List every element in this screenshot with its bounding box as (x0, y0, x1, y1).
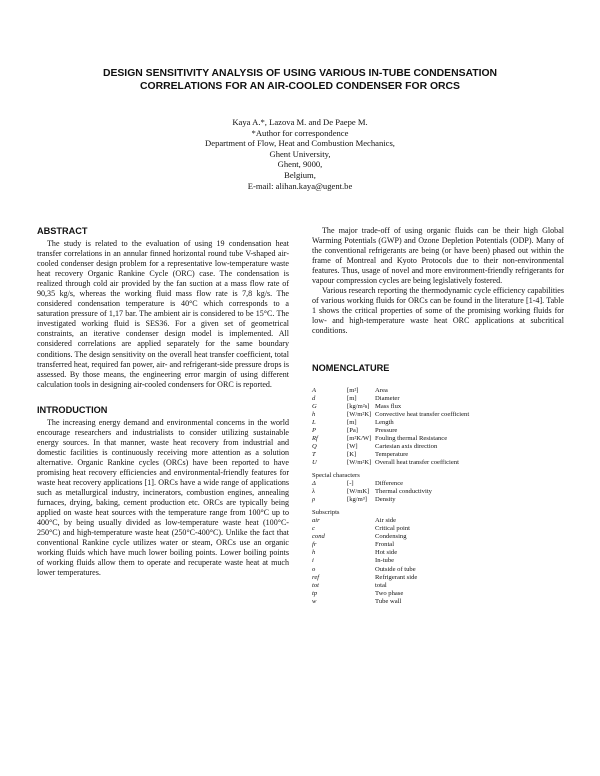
symbols-unit: [kg/m²s] (347, 402, 370, 410)
symbols-sym: T (312, 450, 316, 458)
symbols-unit: [W/m²K] (347, 458, 372, 466)
subscripts-sym: tp (312, 589, 318, 597)
abstract-heading: ABSTRACT (37, 226, 88, 236)
subscripts-sym: cond (312, 533, 325, 541)
symbols-sym: U (312, 458, 317, 466)
subscripts-desc: Hot side (375, 549, 398, 557)
right-paragraph-1: The major trade-off of using organic fluids can be their high Global Warming Potentials (GWP) and Ozone Depletion Potentials (ODP). Many of the conventional refrigerants are being (or have been) phased out within the frame of Montreal and Kyoto Protocols due to their non-environmental features. Thus, usage of novel and more environment-friendly refrigerants for vapour compression cycles are being legislatively fostered. (312, 226, 564, 286)
symbols-unit: [m²] (347, 386, 359, 394)
department: Department of Flow, Heat and Combustion Mechanics, (205, 138, 395, 149)
subscripts-row (312, 590, 417, 598)
subscripts-row (312, 557, 417, 565)
symbols-sym: h (312, 410, 316, 418)
symbols-desc: Mass flux (375, 402, 402, 410)
subscripts-desc: Tube wall (375, 597, 402, 605)
special-sym: λ (312, 488, 315, 496)
nomenclature-heading: NOMENCLATURE (312, 362, 390, 373)
symbols-row (312, 411, 469, 419)
right-column (312, 226, 564, 606)
symbols-unit: [W] (347, 442, 358, 450)
symbols-unit: [W/m²K] (347, 410, 372, 418)
author-block (100, 117, 500, 191)
symbols-row (312, 403, 469, 411)
nomenclature-symbols (312, 387, 469, 467)
subscripts-row (312, 549, 417, 557)
symbols-sym: Rf (312, 434, 318, 442)
symbols-row (312, 443, 469, 451)
special-characters-table (312, 480, 432, 504)
symbols-desc: Area (375, 386, 388, 394)
left-column (37, 226, 289, 578)
symbols-row (312, 395, 469, 403)
special-characters-heading: Special characters (312, 471, 360, 479)
special-desc: Thermal conductivity (375, 488, 432, 496)
subscripts-sym: c (312, 525, 315, 533)
subscripts-sym: h (312, 549, 316, 557)
symbols-desc: Overall heat transfer coefficient (375, 458, 459, 466)
subscripts-row (312, 566, 417, 574)
city: Ghent, 9000, (277, 159, 323, 170)
special-sym: ρ (312, 496, 316, 504)
special-row (312, 488, 432, 496)
symbols-desc: Diameter (375, 394, 400, 402)
subscripts-desc: Refrigerant side (375, 573, 418, 581)
special-unit: [-] (347, 480, 354, 488)
symbols-desc: Fouling thermal Resistance (375, 434, 448, 442)
symbols-desc: Convective heat transfer coefficient (375, 410, 470, 418)
symbols-sym: G (312, 402, 317, 410)
symbols-sym: Q (312, 442, 317, 450)
subscripts-sym: o (312, 565, 316, 573)
subscripts-sym: ref (312, 573, 320, 581)
symbols-unit: [K] (347, 450, 357, 458)
subscripts-row (312, 533, 417, 541)
authors: Kaya A.*, Lazova M. and De Paepe M. (232, 117, 368, 127)
subscripts-desc: total (375, 581, 387, 589)
title-line-2: CORRELATIONS FOR AN AIR-COOLED CONDENSER FOR ORCS (140, 81, 460, 92)
right-paragraph-2: Various research reporting the thermodynamic cycle efficiency capabilities of various working fluids for ORCs can be found in the literature [1-4]. Table 1 shows the critical properties of some of the promising working fluids for low- and high-temperature waste heat ORC applications at subcritical conditions. (312, 286, 564, 336)
correspondence-note: *Author for correspondence (251, 127, 349, 138)
subscripts-desc: Air side (375, 517, 397, 525)
subscripts-row (312, 541, 417, 549)
special-desc: Difference (375, 480, 404, 488)
special-row (312, 480, 432, 488)
subscripts-row (312, 574, 417, 582)
special-sym: Δ (312, 480, 316, 488)
symbols-unit: [m] (347, 394, 357, 402)
symbols-unit: [Pa] (347, 426, 358, 434)
symbols-desc: Temperature (375, 450, 409, 458)
symbols-row (312, 427, 469, 435)
symbols-row (312, 435, 469, 443)
symbols-row (312, 419, 469, 427)
country: Belgium, (284, 169, 316, 180)
introduction-text: The increasing energy demand and environmental concerns in the world encourage researchers and industrialists to consider utilizing sustainable energy sources. In that manner, waste heat recovery from industrial and domestic facilities is continuously receiving more attention as a solution alternative. Organic Rankine cycles (ORCs) have been reported to have promising heat recovery efficiencies and environmental-friendly features for waste heat recovery applications [1]. ORCs have a wide range of applications such as metallurgical industry, incinerators, combustion engines, annealing furnaces, drying, baking, cement production etc. ORCs are typically being applied on waste heat sources with the temperature range from 100°C up to 400°C, by being usually divided as low-temperature waste heat (100°C-250°C) and high-temperature waste heat (250°C-400°C). Unlike the fact that conventional Rankine cycle utilizes water or steam, ORCs use an organic working fluids which have much lower boiling points. Lower boiling points of working fluids allow them to operate and recuperate waste heat at much lower temperatures. (37, 417, 289, 578)
symbols-desc: Length (375, 418, 394, 426)
university: Ghent University, (269, 148, 331, 159)
subscripts-sym: i (312, 557, 314, 565)
symbols-sym: P (312, 426, 317, 434)
subscripts-row (312, 517, 417, 525)
special-unit: [kg/m³] (347, 496, 367, 504)
subscripts-desc: Outside of tube (375, 565, 416, 573)
subscripts-desc: In-tube (375, 557, 395, 565)
symbols-row (312, 451, 469, 459)
subscripts-sym: air (312, 517, 320, 525)
abstract-text: The study is related to the evaluation of using 19 condensation heat transfer correlations in an annular finned horizontal round tube V-shaped air-cooled condenser design problem for a representative low-temperature waste heat recovery Organic Rankine Cycle (ORC) case. The condensation is realized through cold air provided by the fan suction at a mass flow rate of 90,35 kg/s, whereas the working fluid mass flow rate is 7,8 kg/s. The considered condensation temperature is 40°C which corresponds to a saturation pressure of 1,17 bar. The ambient air is considered to be 15°C. The investigated working fluid is SES36. For a given set of geometrical constraints, an iterative condenser design model is implemented. All considered correlations are applied separately for the same boundary conditions. The design sensitivity on the overall heat transfer coefficient, total transferred heat, required fan power, air- and refrigerant-side pressure drops is assessed. By those means, the engineering error margin of using different calculation tools in designing air-cooled condensers for ORC is reported. (37, 239, 289, 389)
symbols-sym: L (312, 418, 316, 426)
symbols-row (312, 459, 469, 467)
subscripts-desc: Condensing (375, 533, 407, 541)
special-row (312, 496, 432, 504)
symbols-unit: [m] (347, 418, 357, 426)
subscripts-row (312, 598, 417, 606)
symbols-sym: d (312, 394, 316, 402)
subscripts-desc: Two phase (375, 589, 404, 597)
paper-title (40, 67, 560, 93)
email: E-mail: alihan.kaya@ugent.be (247, 180, 353, 191)
subscripts-sym: fr (312, 541, 317, 549)
special-desc: Density (375, 496, 396, 504)
special-unit: [W/mK] (347, 488, 370, 496)
subscripts-sym: w (312, 597, 317, 605)
subscripts-sym: tot (312, 581, 319, 589)
introduction-heading: INTRODUCTION (37, 404, 108, 415)
subscripts-desc: Frontal (375, 541, 395, 549)
symbols-unit: [m²K/W] (347, 434, 372, 442)
symbols-sym: A (312, 386, 317, 394)
subscripts-desc: Critical point (375, 525, 410, 533)
title-line-1: DESIGN SENSITIVITY ANALYSIS OF USING VARIOUS IN-TUBE CONDENSATION (102, 68, 498, 79)
subscripts-row (312, 525, 417, 533)
subscripts-table (312, 517, 417, 606)
symbols-desc: Cartesian axis direction (375, 442, 438, 450)
symbols-row (312, 387, 469, 395)
subscripts-row (312, 582, 417, 590)
symbols-desc: Pressure (375, 426, 398, 434)
subscripts-heading: Subscripts (312, 509, 340, 517)
